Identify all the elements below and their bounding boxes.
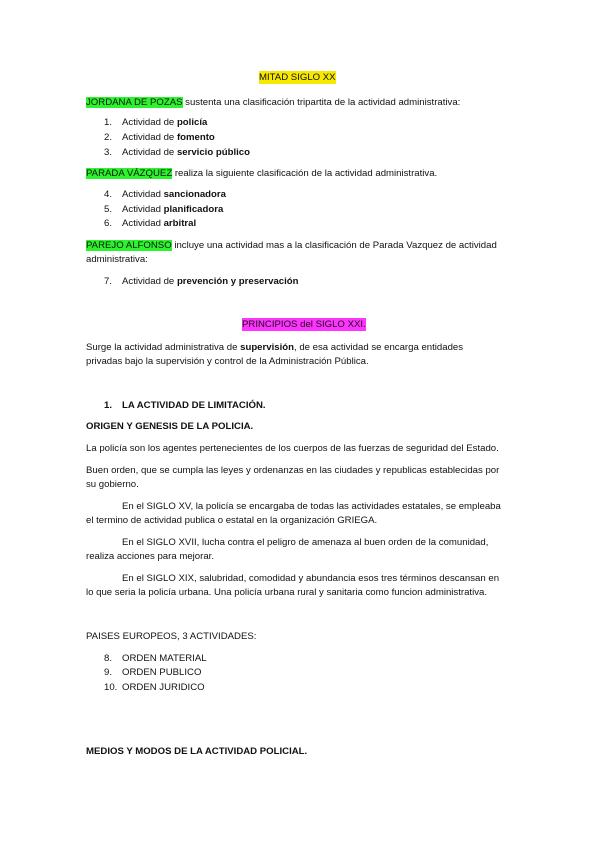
list-text: [122, 203, 223, 216]
list-text-plain: Actividad: [122, 204, 164, 215]
section-number: 1.: [104, 400, 113, 411]
list-text-plain: Actividad de: [122, 276, 177, 287]
list-text-bold: prevención y preservación: [176, 276, 299, 287]
list-text: [122, 275, 299, 288]
list-number: 7.: [104, 276, 113, 287]
list-number: 2.: [104, 132, 113, 143]
paragraph-text-line: administrativa:: [86, 254, 148, 265]
paragraph-text-line: el termino de actividad publica o estatal en la organización GRIEGA.: [86, 515, 378, 526]
paragraph-policia: La policía son los agentes pertenecientes de los cuerpos de las fuerzas de seguridad del Estado.: [86, 443, 499, 454]
subheading-medios-modos: MEDIOS Y MODOS DE LA ACTIVIDAD POLICIAL.: [86, 746, 308, 757]
paragraph-text: realiza la siguiente clasificación de la actividad administrativa.: [172, 168, 438, 179]
paragraph-bold-term: supervisión: [240, 342, 294, 353]
author-name-highlight: JORDANA DE POZAS: [86, 97, 183, 108]
paragraph-text: , de esa actividad se encarga entidades: [293, 342, 464, 353]
list-text-plain: Actividad de: [122, 117, 177, 128]
paragraph-siglo-xv: En el SIGLO XV, la policía se encargaba de todas las actividades estatales, se empleaba: [122, 501, 501, 512]
list-number: 10.: [104, 682, 118, 693]
list-text: [122, 146, 250, 159]
list-text-plain: Actividad: [122, 218, 164, 229]
paragraph-jordana: [86, 96, 460, 109]
list-text: [122, 188, 226, 201]
list-text: ORDEN PUBLICO: [122, 667, 202, 678]
list-text: ORDEN MATERIAL: [122, 653, 207, 664]
list-text-bold: sancionadora: [163, 189, 226, 200]
list-text-bold: policía: [176, 117, 208, 128]
author-name-highlight: PARADA VÁZQUEZ: [86, 168, 173, 179]
section-title: LA ACTIVIDAD DE LIMITACIÓN.: [122, 400, 266, 411]
list-text: [122, 116, 207, 129]
list-number: 8.: [104, 653, 113, 664]
list-text: [122, 131, 215, 144]
list-text-bold: arbitral: [163, 218, 197, 229]
list-text-bold: fomento: [176, 132, 215, 143]
paragraph-text-line: privadas bajo la supervisión y control de la Administración Pública.: [86, 356, 369, 367]
paragraph-text: incluye una actividad mas a la clasificación de Parada Vazquez de actividad: [171, 240, 497, 251]
heading-principios-siglo-xxi: PRINCIPIOS del SIGLO XXI.: [242, 319, 366, 330]
paragraph-parada: [86, 167, 437, 180]
list-number: 5.: [104, 204, 113, 215]
paragraph-siglo-xvii: En el SIGLO XVII, lucha contra el peligro de amenaza al buen orden de la comunidad,: [122, 537, 489, 548]
list-text: [122, 217, 196, 230]
list-text-bold: servicio público: [176, 147, 250, 158]
paragraph-siglo-xix: En el SIGLO XIX, salubridad, comodidad y abundancia esos tres términos descansan en: [122, 573, 500, 584]
paragraph-text: Surge la actividad administrativa de: [86, 342, 241, 353]
paragraph-text-line: su gobierno.: [86, 479, 139, 490]
list-text-plain: Actividad: [122, 189, 164, 200]
paragraph-text-line: realiza acciones para mejorar.: [86, 551, 214, 562]
paragraph-supervision: [86, 341, 463, 354]
heading-mitad-siglo-xx: MITAD SIGLO XX: [259, 72, 336, 83]
list-text-plain: Actividad de: [122, 132, 177, 143]
list-text-plain: Actividad de: [122, 147, 177, 158]
subheading-origen: ORIGEN Y GENESIS DE LA POLICIA.: [86, 421, 254, 432]
paragraph-paises-europeos: PAISES EUROPEOS, 3 ACTIVIDADES:: [86, 631, 257, 642]
author-name-highlight: PAREJO ALFONSO: [86, 240, 172, 251]
paragraph-buen-orden: Buen orden, que se cumpla las leyes y ordenanzas en las ciudades y republicas establecidas por: [86, 465, 500, 476]
paragraph-text-line: lo que seria la policía urbana. Una policía urbana rural y sanitaria como funcion administrativa.: [86, 587, 488, 598]
list-number: 4.: [104, 189, 113, 200]
list-number: 9.: [104, 667, 113, 678]
list-number: 3.: [104, 147, 113, 158]
list-text-bold: planificadora: [163, 204, 224, 215]
paragraph-text: sustenta una clasificación tripartita de la actividad administrativa:: [182, 97, 461, 108]
list-number: 6.: [104, 218, 113, 229]
list-number: 1.: [104, 117, 113, 128]
list-text: ORDEN JURIDICO: [122, 682, 205, 693]
paragraph-parejo: [86, 239, 497, 252]
